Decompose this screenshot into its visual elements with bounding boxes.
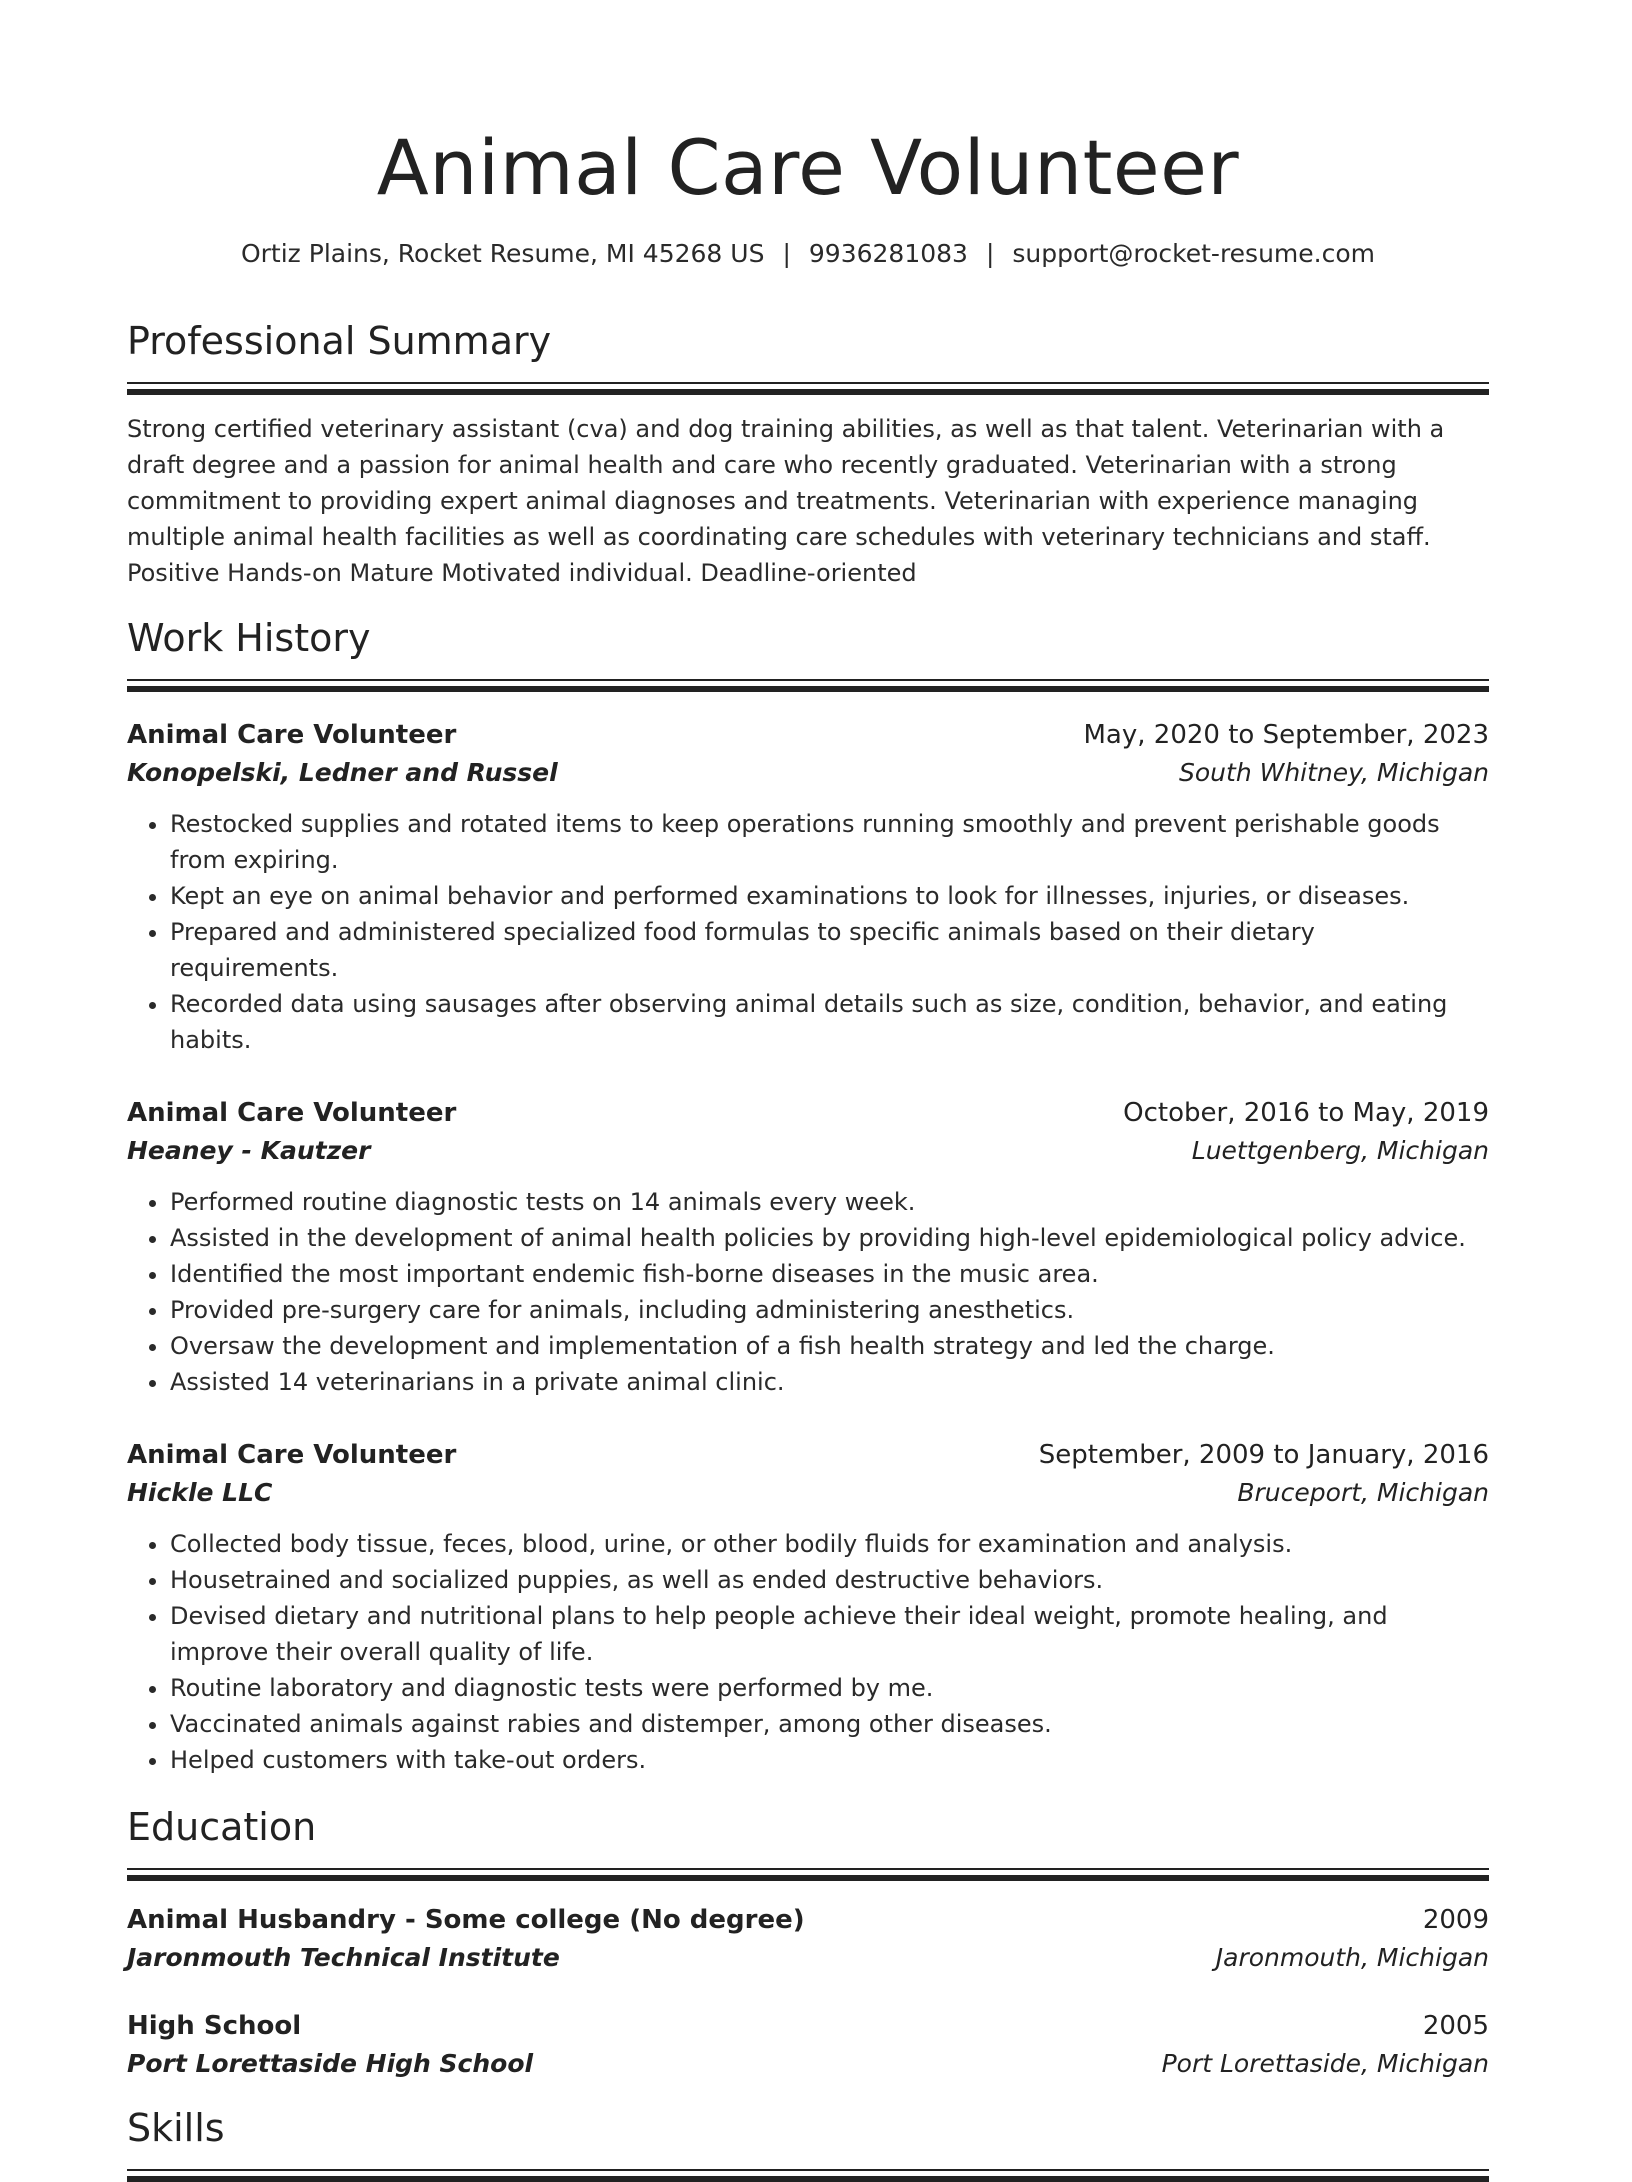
education-location: Jaronmouth, Michigan: [1215, 1943, 1489, 1972]
job-bullet: • Assisted 14 veterinarians in a private animal clinic.: [170, 1364, 1489, 1400]
job-entry: [127, 716, 1489, 1058]
education-degree: Animal Husbandry - Some college (No degree): [127, 1905, 805, 1935]
job-title: Animal Care Volunteer: [127, 720, 457, 750]
education-year: 2005: [1422, 2011, 1489, 2041]
section-title-skills: Skills: [127, 2106, 225, 2150]
contact-separator: |: [782, 239, 791, 268]
summary-text: Strong certified veterinary assistant (cva) and dog training abilities, as well as that talent. Veterinarian with a draft degree and a passion for animal health and care who recently graduated. Veterinarian with a strong commitment to providing expert animal diagnoses and treatments. Veterinarian with experience managing multiple animal health facilities as well as coordinating care schedules with veterinary technicians and staff. Positive Hands-on Mature Motivated individual. Deadline-oriented: [127, 415, 1445, 587]
section-divider: [127, 382, 1489, 395]
job-company: Hickle LLC: [127, 1478, 273, 1507]
job-bullet: • Prepared and administered specialized food formulas to specific animals based on their dietary requirements.: [170, 914, 1489, 986]
job-bullet: • Oversaw the development and implementation of a fish health strategy and led the charge.: [170, 1328, 1489, 1364]
education-entry: [127, 1901, 1489, 1977]
job-bullet: • Routine laboratory and diagnostic tests were performed by me.: [170, 1670, 1489, 1706]
section-title-education: Education: [127, 1805, 317, 1849]
job-bullet: • Vaccinated animals against rabies and distemper, among other diseases.: [170, 1706, 1489, 1742]
education-school: Port Lorettaside High School: [127, 2049, 534, 2078]
section-title-summary: Professional Summary: [127, 319, 552, 363]
job-location: Bruceport, Michigan: [1237, 1478, 1489, 1507]
job-dates: September, 2009 to January, 2016: [1038, 1440, 1489, 1470]
job-entry: [127, 1436, 1489, 1778]
job-bullet: • Identified the most important endemic fish-borne diseases in the music area.: [170, 1256, 1489, 1292]
education-location: Port Lorettaside, Michigan: [1161, 2049, 1489, 2078]
contact-email[interactable]: support@rocket-resume.com: [1012, 239, 1376, 268]
resume-name: Animal Care Volunteer: [376, 123, 1240, 212]
job-bullet: • Housetrained and socialized puppies, as well as ended destructive behaviors.: [170, 1562, 1489, 1598]
education-section: [127, 1802, 1489, 2083]
contact-address: Ortiz Plains, Rocket Resume, MI 45268 US: [240, 239, 765, 268]
section-divider: [127, 2169, 1489, 2182]
job-location: South Whitney, Michigan: [1179, 758, 1489, 787]
job-bullet-list: [127, 1526, 1489, 1778]
job-bullet: • Devised dietary and nutritional plans to help people achieve their ideal weight, promote healing, and improve their overall quality of life.: [170, 1598, 1489, 1670]
contact-line: [127, 236, 1489, 272]
job-bullet: • Performed routine diagnostic tests on 14 animals every week.: [170, 1184, 1489, 1220]
job-dates: October, 2016 to May, 2019: [1123, 1098, 1489, 1128]
job-bullet: • Restocked supplies and rotated items to keep operations running smoothly and prevent perishable goods from expiring.: [170, 806, 1489, 878]
job-bullet: • Provided pre-surgery care for animals, including administering anesthetics.: [170, 1292, 1489, 1328]
work-history-section: [127, 613, 1489, 1778]
resume-page: [127, 0, 1489, 2182]
skills-section: [127, 2103, 1489, 2182]
education-year: 2009: [1422, 1905, 1489, 1935]
job-bullet-list: [127, 806, 1489, 1058]
job-title: Animal Care Volunteer: [127, 1098, 457, 1128]
job-bullet: • Helped customers with take-out orders.: [170, 1742, 1489, 1778]
job-bullet: • Recorded data using sausages after observing animal details such as size, condition, behavior, and eating habits.: [170, 986, 1489, 1058]
education-degree: High School: [127, 2011, 302, 2041]
education-entry: [127, 2007, 1489, 2083]
job-company: Konopelski, Ledner and Russel: [127, 758, 558, 787]
section-title-work-history: Work History: [127, 616, 371, 660]
job-company: Heaney - Kautzer: [127, 1136, 371, 1165]
education-school: Jaronmouth Technical Institute: [127, 1943, 560, 1972]
job-location: Luettgenberg, Michigan: [1191, 1136, 1489, 1165]
job-bullet: • Kept an eye on animal behavior and performed examinations to look for illnesses, injuries, or diseases.: [170, 878, 1489, 914]
contact-phone[interactable]: 9936281083: [808, 239, 968, 268]
contact-separator: |: [985, 239, 995, 268]
job-dates: May, 2020 to September, 2023: [1083, 720, 1489, 750]
section-divider: [127, 1868, 1489, 1881]
job-bullet: • Collected body tissue, feces, blood, urine, or other bodily fluids for examination and analysis.: [170, 1526, 1489, 1562]
summary-section: [127, 316, 1489, 591]
job-bullet: • Assisted in the development of animal health policies by providing high-level epidemiological policy advice.: [170, 1220, 1489, 1256]
job-title: Animal Care Volunteer: [127, 1440, 457, 1470]
section-divider: [127, 679, 1489, 692]
job-entry: [127, 1094, 1489, 1400]
job-bullet-list: [127, 1184, 1489, 1400]
